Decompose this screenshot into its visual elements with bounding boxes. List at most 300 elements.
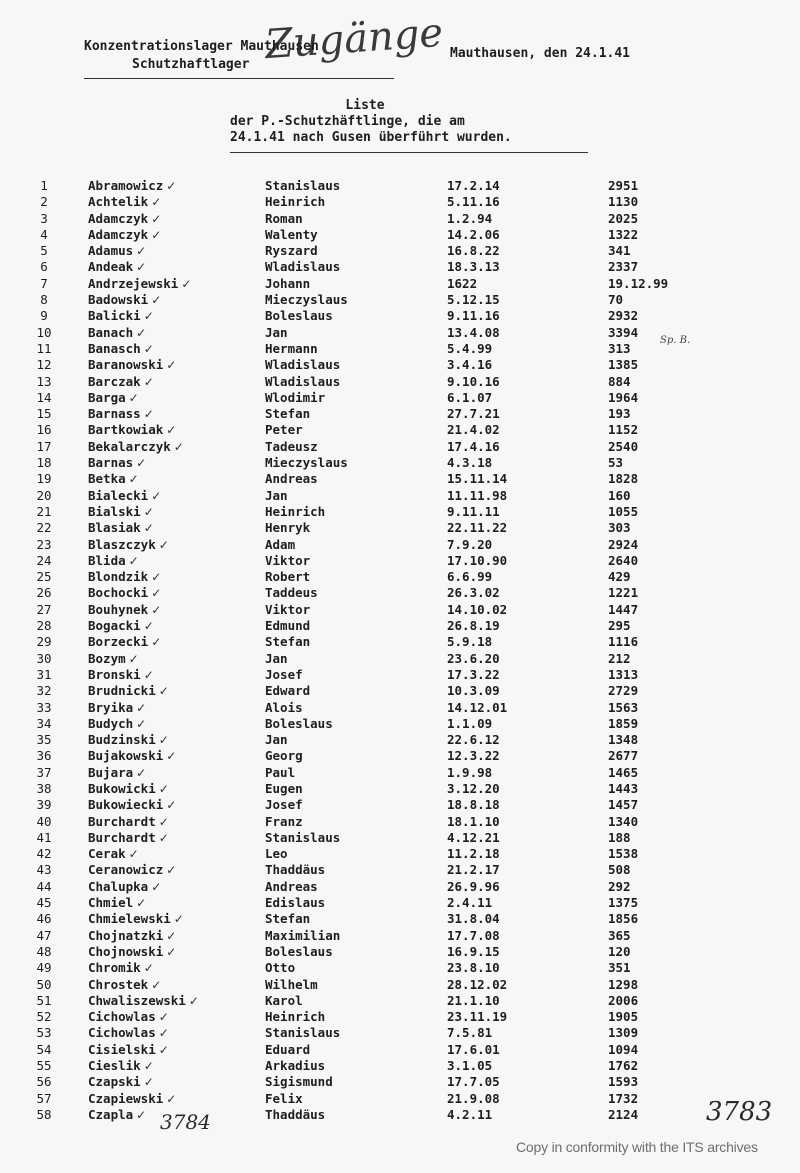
first-name: Otto <box>265 960 296 976</box>
surname <box>88 520 154 536</box>
prisoner-number: 1538 <box>608 846 639 862</box>
birth-date: 27.7.21 <box>447 406 500 422</box>
check-mark-icon: ✓ <box>136 700 147 715</box>
row-number: 39 <box>36 797 52 813</box>
birth-date: 3.1.05 <box>447 1058 493 1074</box>
first-name: Robert <box>265 569 311 585</box>
table-row <box>0 765 800 781</box>
prisoner-number: 1732 <box>608 1090 639 1106</box>
check-mark-icon: ✓ <box>166 798 177 813</box>
birth-date: 7.5.81 <box>447 1025 493 1041</box>
birth-date: 10.3.09 <box>447 683 500 699</box>
table-row <box>0 1058 800 1074</box>
check-mark-icon: ✓ <box>158 830 169 845</box>
row-number: 10 <box>36 324 52 340</box>
first-name: Heinrich <box>265 194 326 210</box>
row-number: 27 <box>36 601 52 617</box>
surname <box>88 504 154 520</box>
first-name: Boleslaus <box>265 943 333 959</box>
surname <box>88 227 161 243</box>
first-name: Josef <box>265 797 303 813</box>
first-name: Heinrich <box>265 503 326 519</box>
surname <box>88 422 176 438</box>
birth-date: 18.1.10 <box>447 813 500 829</box>
check-mark-icon: ✓ <box>151 570 162 585</box>
table-row <box>0 1042 800 1058</box>
archive-stamp: Copy in conformity with the ITS archives <box>516 1139 758 1155</box>
first-name: Boleslaus <box>265 715 333 731</box>
check-mark-icon: ✓ <box>136 765 147 780</box>
birth-date: 16.8.22 <box>447 243 500 259</box>
check-mark-icon: ✓ <box>158 733 169 748</box>
check-mark-icon: ✓ <box>151 488 162 503</box>
prisoner-number: 295 <box>608 618 631 634</box>
row-number: 44 <box>36 878 52 894</box>
birth-date: 7.9.20 <box>447 536 493 552</box>
first-name: Mieczyslaus <box>265 292 348 308</box>
row-number: 43 <box>36 862 52 878</box>
birth-date: 22.11.22 <box>447 520 508 536</box>
first-name: Edislaus <box>265 895 326 911</box>
surname-text: Burchardt <box>88 813 156 829</box>
title-line-2: der P.-Schutzhäftlinge, die am <box>230 114 465 129</box>
table-row <box>0 797 800 813</box>
prisoner-number: 2924 <box>608 536 639 552</box>
table-row <box>0 634 800 650</box>
surname-text: Ceranowicz <box>88 862 164 878</box>
first-name: Stefan <box>265 406 311 422</box>
surname-text: Blasiak <box>88 520 141 536</box>
surname-text: Bozym <box>88 650 126 666</box>
birth-date: 15.11.14 <box>447 471 508 487</box>
check-mark-icon: ✓ <box>143 407 154 422</box>
surname-text: Czapski <box>88 1074 141 1090</box>
birth-date: 3.12.20 <box>447 780 500 796</box>
surname <box>88 634 161 650</box>
prisoner-number: 1563 <box>608 699 639 715</box>
birth-date: 26.8.19 <box>447 618 500 634</box>
birth-date: 18.3.13 <box>447 259 500 275</box>
surname-text: Bartkowiak <box>88 422 164 438</box>
surname <box>88 667 154 683</box>
check-mark-icon: ✓ <box>173 912 184 927</box>
birth-date: 31.8.04 <box>447 911 500 927</box>
table-row <box>0 422 800 438</box>
surname <box>88 716 146 732</box>
table-row <box>0 308 800 324</box>
check-mark-icon: ✓ <box>143 374 154 389</box>
first-name: Jan <box>265 732 288 748</box>
surname-text: Bochocki <box>88 585 149 601</box>
prisoner-number: 1340 <box>608 813 639 829</box>
surname-text: Chmielewski <box>88 911 171 927</box>
table-row <box>0 585 800 601</box>
check-mark-icon: ✓ <box>158 1026 169 1041</box>
first-name: Tadeusz <box>265 438 318 454</box>
prisoner-number: 1828 <box>608 471 639 487</box>
title-line-1: Liste <box>345 98 385 113</box>
prisoner-number: 1964 <box>608 389 639 405</box>
row-number: 57 <box>36 1090 52 1106</box>
surname <box>88 341 154 357</box>
check-mark-icon: ✓ <box>136 325 147 340</box>
surname <box>88 993 199 1009</box>
birth-date: 14.12.01 <box>447 699 508 715</box>
row-number: 7 <box>40 275 48 291</box>
table-row <box>0 911 800 927</box>
prisoner-number: 1116 <box>608 634 639 650</box>
row-number: 48 <box>36 943 52 959</box>
birth-date: 12.3.22 <box>447 748 500 764</box>
birth-date: 17.2.14 <box>447 178 500 193</box>
check-mark-icon: ✓ <box>136 260 147 275</box>
surname-text: Brudnicki <box>88 683 156 699</box>
surname <box>88 830 169 846</box>
prisoner-number: 1762 <box>608 1058 639 1074</box>
surname <box>88 308 154 324</box>
surname-text: Andeak <box>88 259 134 275</box>
check-mark-icon: ✓ <box>143 504 154 519</box>
table-row <box>0 667 800 683</box>
check-mark-icon: ✓ <box>143 961 154 976</box>
table-row <box>0 537 800 553</box>
check-mark-icon: ✓ <box>151 227 162 242</box>
birth-date: 4.12.21 <box>447 829 500 845</box>
birth-date: 17.7.08 <box>447 927 500 943</box>
birth-date: 13.4.08 <box>447 324 500 340</box>
table-row <box>0 276 800 292</box>
birth-date: 11.2.18 <box>447 846 500 862</box>
check-mark-icon: ✓ <box>128 553 139 568</box>
row-number: 41 <box>36 829 52 845</box>
first-name: Stefan <box>265 634 311 650</box>
surname-text: Bronski <box>88 666 141 682</box>
first-name: Hermann <box>265 340 318 356</box>
birth-date: 6.6.99 <box>447 569 493 585</box>
side-note: Sp. B. <box>660 335 691 346</box>
surname-text: Baranowski <box>88 357 164 373</box>
surname-text: Bujara <box>88 764 134 780</box>
prisoner-number: 193 <box>608 406 631 422</box>
birth-date: 23.6.20 <box>447 650 500 666</box>
surname-text: Bujakowski <box>88 748 164 764</box>
check-mark-icon: ✓ <box>151 211 162 226</box>
check-mark-icon: ✓ <box>151 602 162 617</box>
prisoner-number: 53 <box>608 455 624 471</box>
prisoner-number: 351 <box>608 960 631 976</box>
check-mark-icon: ✓ <box>151 879 162 894</box>
check-mark-icon: ✓ <box>166 358 177 373</box>
surname-text: Banasch <box>88 340 141 356</box>
first-name: Josef <box>265 666 303 682</box>
table-row <box>0 292 800 308</box>
check-mark-icon: ✓ <box>128 390 139 405</box>
first-name: Franz <box>265 813 303 829</box>
birth-date: 4.3.18 <box>447 455 493 471</box>
prisoner-number: 1298 <box>608 976 639 992</box>
row-number: 22 <box>36 520 52 536</box>
first-name: Wlodimir <box>265 389 326 405</box>
row-number: 14 <box>36 389 52 405</box>
first-name: Stanislaus <box>265 1025 341 1041</box>
table-row <box>0 1107 800 1123</box>
handwritten-number-right: 3783 <box>706 1097 773 1127</box>
check-mark-icon: ✓ <box>158 1042 169 1057</box>
surname <box>88 928 176 944</box>
check-mark-icon: ✓ <box>166 944 177 959</box>
surname <box>88 732 169 748</box>
surname-text: Bukowiecki <box>88 797 164 813</box>
first-name: Felix <box>265 1090 303 1106</box>
check-mark-icon: ✓ <box>151 635 162 650</box>
row-number: 21 <box>36 503 52 519</box>
surname-text: Chromik <box>88 960 141 976</box>
surname-text: Chojnatzki <box>88 927 164 943</box>
surname-text: Czapiewski <box>88 1090 164 1106</box>
surname-text: Bukowicki <box>88 780 156 796</box>
table-row <box>0 357 800 373</box>
row-number: 47 <box>36 927 52 943</box>
surname-text: Chojnowski <box>88 943 164 959</box>
header-left <box>84 38 319 74</box>
check-mark-icon: ✓ <box>166 863 177 878</box>
surname <box>88 1009 169 1025</box>
prisoner-number: 188 <box>608 829 631 845</box>
prisoner-number: 1348 <box>608 732 639 748</box>
birth-date: 3.4.16 <box>447 357 493 373</box>
prisoner-number: 884 <box>608 373 631 389</box>
first-name: Jan <box>265 650 288 666</box>
row-number: 50 <box>36 976 52 992</box>
prisoner-number: 313 <box>608 340 631 356</box>
row-number: 18 <box>36 455 52 471</box>
first-name: Leo <box>265 846 288 862</box>
first-name: Wilhelm <box>265 976 318 992</box>
birth-date: 1.9.98 <box>447 764 493 780</box>
table-row <box>0 520 800 536</box>
check-mark-icon: ✓ <box>143 309 154 324</box>
first-name: Viktor <box>265 552 311 568</box>
surname-text: Cieslik <box>88 1058 141 1074</box>
first-name: Thaddäus <box>265 862 326 878</box>
surname-text: Cichowlas <box>88 1025 156 1041</box>
first-name: Alois <box>265 699 303 715</box>
surname <box>88 846 139 862</box>
surname <box>88 1042 169 1058</box>
birth-date: 2.4.11 <box>447 895 493 911</box>
surname <box>88 911 184 927</box>
first-name: Adam <box>265 536 296 552</box>
birth-date: 26.3.02 <box>447 585 500 601</box>
birth-date: 14.2.06 <box>447 226 500 242</box>
surname-text: Cerak <box>88 846 126 862</box>
prisoner-number: 1593 <box>608 1074 639 1090</box>
surname <box>88 569 161 585</box>
check-mark-icon: ✓ <box>136 716 147 731</box>
row-number: 58 <box>36 1106 52 1122</box>
surname <box>88 700 146 716</box>
birth-date: 17.4.16 <box>447 438 500 454</box>
surname <box>88 374 154 390</box>
prisoner-number: 1221 <box>608 585 639 601</box>
surname <box>88 553 139 569</box>
surname-text: Achtelik <box>88 194 149 210</box>
surname-text: Budzinski <box>88 732 156 748</box>
surname <box>88 862 176 878</box>
row-number: 28 <box>36 618 52 634</box>
table-row <box>0 553 800 569</box>
prisoner-number: 1055 <box>608 503 639 519</box>
surname <box>88 390 139 406</box>
surname <box>88 1025 169 1041</box>
prisoner-number: 508 <box>608 862 631 878</box>
prisoner-number: 303 <box>608 520 631 536</box>
first-name: Stefan <box>265 911 311 927</box>
check-mark-icon: ✓ <box>166 423 177 438</box>
first-name: Peter <box>265 422 303 438</box>
birth-date: 9.11.16 <box>447 308 500 324</box>
row-number: 42 <box>36 846 52 862</box>
first-name: Karol <box>265 992 303 1008</box>
check-mark-icon: ✓ <box>173 439 184 454</box>
birth-date: 28.12.02 <box>447 976 508 992</box>
surname-text: Burchardt <box>88 829 156 845</box>
first-name: Paul <box>265 764 296 780</box>
camp-name: Konzentrationslager Mauthausen <box>84 39 319 54</box>
first-name: Walenty <box>265 226 318 242</box>
prisoner-number: 1322 <box>608 226 639 242</box>
surname-text: Blaszczyk <box>88 536 156 552</box>
check-mark-icon: ✓ <box>158 1010 169 1025</box>
surname-text: Chalupka <box>88 878 149 894</box>
prisoner-number: 2677 <box>608 748 639 764</box>
first-name: Taddeus <box>265 585 318 601</box>
row-number: 25 <box>36 569 52 585</box>
table-row <box>0 977 800 993</box>
table-row <box>0 716 800 732</box>
check-mark-icon: ✓ <box>136 1107 147 1122</box>
row-number: 20 <box>36 487 52 503</box>
surname <box>88 683 169 699</box>
table-row <box>0 781 800 797</box>
table-row <box>0 504 800 520</box>
birth-date: 23.8.10 <box>447 960 500 976</box>
row-number: 54 <box>36 1041 52 1057</box>
surname <box>88 211 161 227</box>
row-number: 2 <box>40 194 48 210</box>
surname-text: Czapla <box>88 1106 134 1122</box>
prisoner-number: 1313 <box>608 666 639 682</box>
surname-text: Blida <box>88 552 126 568</box>
surname-text: Betka <box>88 471 126 487</box>
surname-text: Bekalarczyk <box>88 438 171 454</box>
row-number: 15 <box>36 406 52 422</box>
first-name: Andreas <box>265 878 318 894</box>
prisoner-number: 1447 <box>608 601 639 617</box>
first-name: Arkadius <box>265 1058 326 1074</box>
first-name: Wladislaus <box>265 259 341 275</box>
check-mark-icon: ✓ <box>166 749 177 764</box>
birth-date: 14.10.02 <box>447 601 508 617</box>
prisoner-number: 365 <box>608 927 631 943</box>
table-row <box>0 390 800 406</box>
surname-text: Bialski <box>88 503 141 519</box>
surname-text: Barga <box>88 389 126 405</box>
surname-text: Cisielski <box>88 1041 156 1057</box>
row-number: 24 <box>36 552 52 568</box>
surname <box>88 781 169 797</box>
table-row <box>0 846 800 862</box>
first-name: Maximilian <box>265 927 341 943</box>
table-row <box>0 243 800 259</box>
check-mark-icon: ✓ <box>128 472 139 487</box>
row-number: 26 <box>36 585 52 601</box>
birth-date: 1622 <box>447 275 478 291</box>
birth-date: 22.6.12 <box>447 732 500 748</box>
birth-date: 23.11.19 <box>447 1009 508 1025</box>
surname-text: Barnas <box>88 455 134 471</box>
row-number: 4 <box>40 226 48 242</box>
surname <box>88 276 191 292</box>
surname <box>88 292 161 308</box>
first-name: Jan <box>265 487 288 503</box>
check-mark-icon: ✓ <box>158 781 169 796</box>
check-mark-icon: ✓ <box>151 293 162 308</box>
surname <box>88 488 161 504</box>
surname <box>88 895 146 911</box>
table-row <box>0 1091 800 1107</box>
table-row <box>0 748 800 764</box>
table-row <box>0 944 800 960</box>
prisoner-number: 429 <box>608 569 631 585</box>
row-number: 3 <box>40 210 48 226</box>
surname <box>88 1058 154 1074</box>
row-number: 35 <box>36 732 52 748</box>
row-number: 34 <box>36 715 52 731</box>
check-mark-icon: ✓ <box>143 667 154 682</box>
surname <box>88 814 169 830</box>
check-mark-icon: ✓ <box>166 928 177 943</box>
surname <box>88 977 161 993</box>
surname <box>88 537 169 553</box>
check-mark-icon: ✓ <box>188 993 199 1008</box>
surname-text: Chrostek <box>88 976 149 992</box>
surname <box>88 797 176 813</box>
row-number: 56 <box>36 1074 52 1090</box>
table-row <box>0 700 800 716</box>
surname <box>88 1074 154 1090</box>
surname <box>88 325 146 341</box>
surname <box>88 879 161 895</box>
check-mark-icon: ✓ <box>158 814 169 829</box>
birth-date: 6.1.07 <box>447 389 493 405</box>
birth-date: 5.4.99 <box>447 340 493 356</box>
row-number: 40 <box>36 813 52 829</box>
surname-text: Balicki <box>88 308 141 324</box>
surname-text: Barnass <box>88 406 141 422</box>
surname <box>88 471 139 487</box>
table-row <box>0 325 800 341</box>
prisoner-number: 2729 <box>608 683 639 699</box>
prisoner-number: 1465 <box>608 764 639 780</box>
check-mark-icon: ✓ <box>143 1075 154 1090</box>
row-number: 19 <box>36 471 52 487</box>
row-number: 55 <box>36 1058 52 1074</box>
prisoner-number: 120 <box>608 943 631 959</box>
prisoner-number: 1457 <box>608 797 639 813</box>
surname <box>88 1107 146 1123</box>
header-rule <box>84 78 394 79</box>
